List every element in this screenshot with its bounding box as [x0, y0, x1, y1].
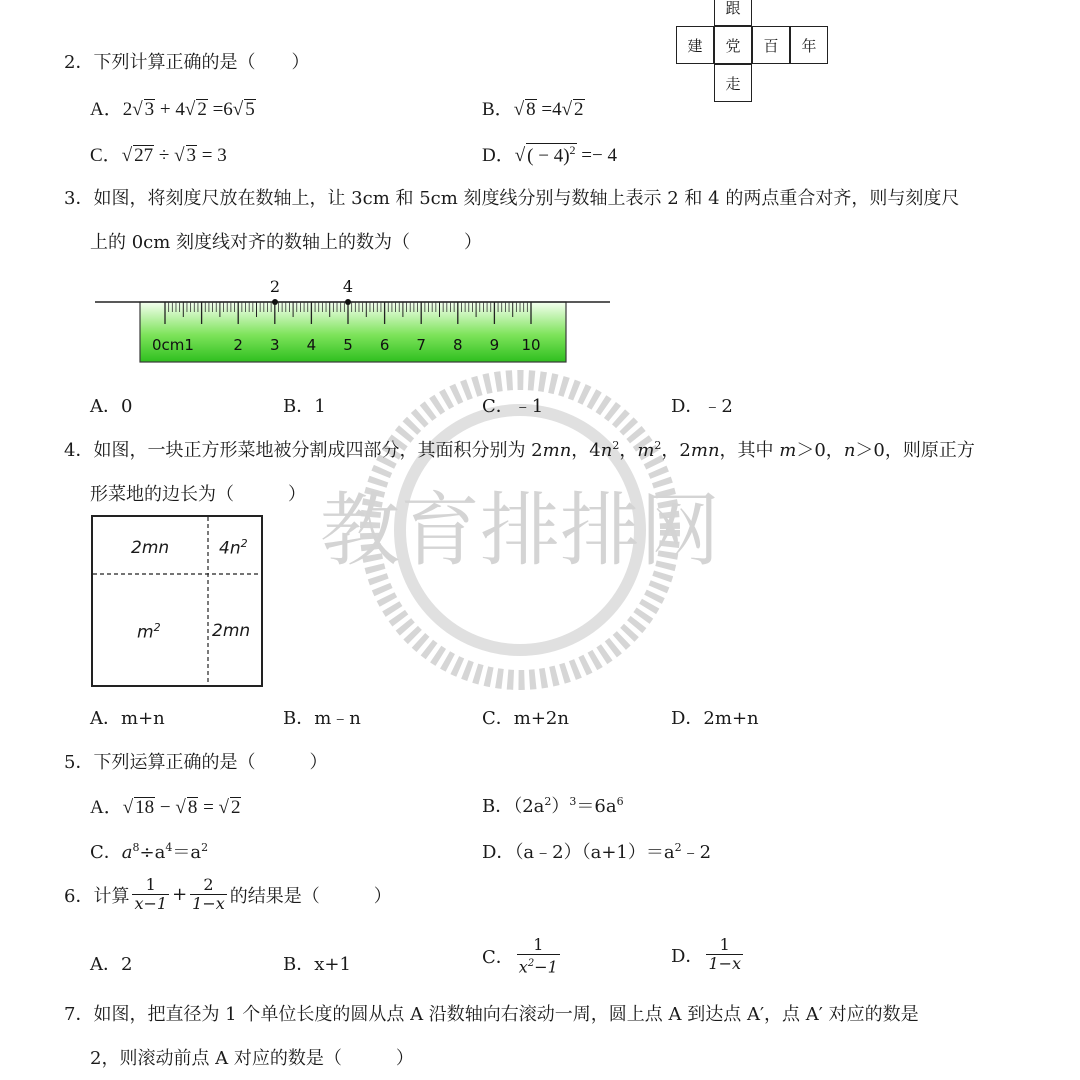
q3-stem-line1: 3．如图，将刻度尺放在数轴上，让 3cm 和 5cm 刻度线分别与数轴上表示 2 和 4 的两点重合对齐，则与刻度尺 — [64, 188, 960, 209]
q4-stem-line1: 4．如图，一块正方形菜地被分割成四部分，其面积分别为 2mn，$4n^2$，$m^2$，2mn，其中 m＞0，n＞0，则原正方 — [64, 439, 975, 461]
ruler-numbers — [233, 336, 540, 354]
cube-net-bottom: 走 — [714, 64, 752, 102]
cube-net-right2: 年 — [790, 26, 828, 64]
q2-option-d[interactable]: D．√ ( − 4)$^2$ =− 4 — [482, 142, 617, 166]
cube-net-right1: 百 — [752, 26, 790, 64]
q2-option-a[interactable]: A．2√ 3 + 4√ 2 =6√ 5 — [90, 99, 255, 120]
ruler-number: 3 — [270, 336, 280, 354]
ruler-number: 5 — [343, 336, 353, 354]
q6-option-d[interactable]: D． $\frac{1}{1-x}$ — [671, 935, 742, 973]
q4-option-a[interactable]: A．m+n — [90, 708, 165, 729]
area-top-right: $4n^2$ — [219, 537, 248, 559]
q6-stem: 6．计算 $\frac{1}{x-1}$ + $\frac{2}{1-x}$ 的结果是（ ） — [64, 875, 392, 913]
q4-option-b[interactable]: B．m﹣n — [283, 708, 361, 729]
q2-option-b[interactable]: B．√ 8 =4√ 2 — [482, 99, 584, 120]
axis-label-4: 4 — [342, 277, 354, 296]
q7-stem-line2: 2，则滚动前点 A 对应的数是（ ） — [90, 1048, 414, 1069]
axis-point-4 — [345, 299, 351, 305]
ruler-number: 2 — [233, 336, 243, 354]
q5-option-b[interactable]: B．$(2a^2)^3=6a^6$ — [482, 795, 624, 817]
cube-net-center: 党 — [714, 26, 752, 64]
cube-net-top: 跟 — [714, 0, 752, 26]
cube-net-left: 建 — [676, 26, 714, 64]
area-bottom-right: 2mn — [212, 621, 251, 641]
q6-option-a[interactable]: A．2 — [90, 954, 133, 975]
q4-option-d[interactable]: D．2m+n — [671, 708, 759, 729]
ruler-number: 7 — [416, 336, 426, 354]
q5-option-c[interactable]: C．$a^8\div a^4=a^2$ — [90, 841, 209, 863]
q2-stem: 2．下列计算正确的是（ ） — [64, 52, 310, 73]
ruler-unit-label: 0cm1 — [152, 336, 194, 354]
area-top-left: 2mn — [131, 538, 170, 558]
ruler-number: 8 — [453, 336, 463, 354]
q6-option-b[interactable]: B．x+1 — [283, 954, 351, 975]
q3-stem-line2: 上的 0cm 刻度线对齐的数轴上的数为（ ） — [90, 232, 483, 253]
watermark-text: 教育排排网 — [320, 484, 720, 577]
q7-stem-line1: 7．如图，把直径为 1 个单位长度的圆从点 A 沿数轴向右滚动一周，圆上点 A 到达点 A′，点 A′ 对应的数是 — [64, 1004, 919, 1025]
q4-option-c[interactable]: C．m+2n — [482, 708, 569, 729]
q3-option-d[interactable]: D．﹣2 — [671, 396, 733, 417]
q6-option-c[interactable]: C． $\frac{1}{x^2-1}$ — [482, 935, 558, 977]
axis-label-2: 2 — [269, 277, 281, 296]
square-field-figure — [91, 515, 263, 687]
q5-option-a[interactable]: A．√ 18 − √ 8 = √ 2 — [90, 797, 241, 818]
ruler-number: 4 — [306, 336, 317, 354]
q6-fraction-2: $\frac{2}{1-x}$ — [192, 875, 225, 913]
q3-option-a[interactable]: A．0 — [90, 396, 133, 417]
axis-point-2 — [272, 299, 278, 305]
ruler-number: 10 — [521, 336, 541, 354]
q3-option-b[interactable]: B．1 — [283, 396, 326, 417]
ruler-number: 6 — [379, 336, 390, 354]
q2-option-c[interactable]: C．√ 27 ÷ √ 3 = 3 — [90, 145, 227, 166]
q5-stem: 5．下列运算正确的是（ ） — [64, 752, 328, 773]
q4-stem-line2: 形菜地的边长为（ ） — [90, 484, 306, 505]
q6-fraction-1: $\frac{1}{x-1}$ — [134, 875, 168, 913]
q3-option-c[interactable]: C．﹣1 — [482, 396, 544, 417]
q5-option-d[interactable]: D．$(a﹣2)(a+1)=a^2﹣2$ — [482, 841, 712, 863]
area-bottom-left: $m^2$ — [137, 621, 161, 643]
ruler-number: 9 — [489, 336, 500, 354]
